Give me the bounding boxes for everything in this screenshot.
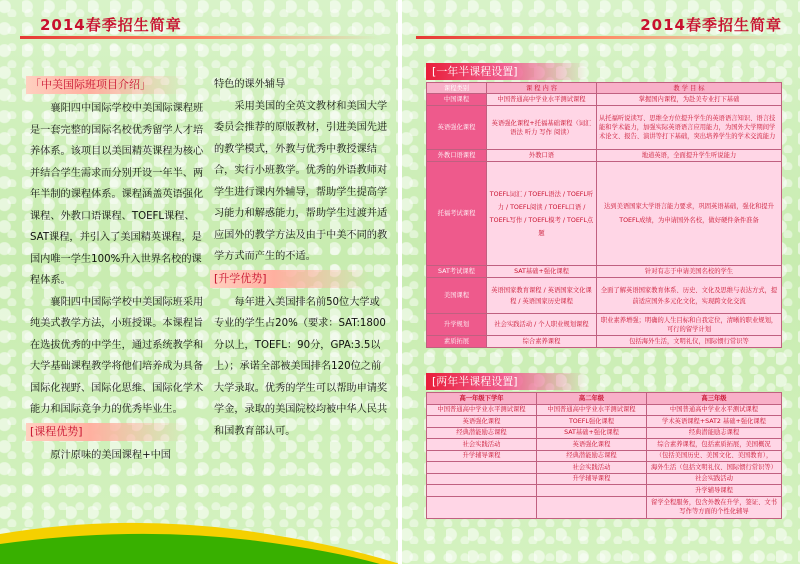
table-cell: 经典潜能励志课程: [537, 450, 647, 462]
header-goal: 教 学 目 标: [597, 83, 782, 94]
table-row: [427, 427, 782, 439]
row-goal: 全面了解英语国家教育体系、历史、文化及思维与表达方式，提前适应国外多元化文化，实现跨文化交流: [597, 278, 782, 314]
table-cell: [537, 485, 647, 497]
table-row: [427, 473, 782, 485]
table-cell: 经典潜能励志课程: [427, 427, 537, 439]
row-category: 托福考试课程: [427, 162, 487, 266]
row-category: 升学规划: [427, 314, 487, 336]
two-year-half-table: [426, 392, 782, 519]
section-title-intro: 「中美国际班项目介绍」: [26, 76, 186, 94]
table-row: [427, 150, 782, 162]
row-content: 英语强化课程+托福基础课程（词汇 语法 听力 写作 阅读）: [487, 106, 597, 150]
table-cell: 社会实践活动: [537, 462, 647, 474]
table-row: [427, 439, 782, 451]
course-paragraph-cont: 特色的课外辅导: [214, 79, 286, 90]
table-cell: （包括美国历史、美国文化、美国教育），: [647, 450, 782, 462]
table-header-row: [427, 83, 782, 94]
table-row: [427, 106, 782, 150]
left-column-2: [214, 74, 388, 442]
header-rule-left: [20, 36, 380, 39]
table-cell: 综合素养课程，包括素质拓展，美国概况: [647, 439, 782, 451]
page-title-left: 2014春季招生简章: [40, 16, 182, 34]
table-row: [427, 485, 782, 497]
header-content: 课 程 内 容: [487, 83, 597, 94]
table-cell: [427, 462, 537, 474]
table-row: [427, 416, 782, 428]
table-cell: 社会实践活动: [427, 439, 537, 451]
one-year-half-table: [426, 82, 782, 348]
row-content: TOEFL词汇 / TOEFL语法 / TOEFL听力 / TOEFL阅读 / TOEFL口语 / TOEFL写作 / TOEFL模考 / TOEFL点题: [487, 162, 597, 266]
row-category: 中国课程: [427, 94, 487, 106]
table-cell: 经典潜能励志课程: [647, 427, 782, 439]
table-row: [427, 496, 782, 518]
header-grade-1: 高一年级下学年: [427, 393, 537, 405]
table-cell: 社会实践活动: [647, 473, 782, 485]
row-goal: 掌握国内课程，为赴美专业打下基础: [597, 94, 782, 106]
row-content: 综合素养课程: [487, 336, 597, 348]
table-header-row: [427, 393, 782, 405]
header-grade-2: 高二年级: [537, 393, 647, 405]
row-goal: 针对有志于申请美国名校的学生: [597, 266, 782, 278]
table-row: [427, 162, 782, 266]
row-category: 外教口语课程: [427, 150, 487, 162]
table-cell: SAT基础+强化课程: [537, 427, 647, 439]
row-goal: 包括海外生活，文明礼仪，国际惯行常识等: [597, 336, 782, 348]
header-grade-3: 高三年级: [647, 393, 782, 405]
table-cell: 中国普通高中学业水平测试课程: [427, 404, 537, 416]
intro-paragraph: 襄阳四中国际学校中美国际课程班是一套完整的国际名校优秀留学人才培养体系。该项目以美国精英课程为核心并结合学生需求而分别开设一年半、两年半制的课程体系。课程涵盖英语强化课程、外教口语课程、TOEFL课程、SAT课程，并引入了美国精英课程，是国内唯一学生100%升入世界名校的课程体系。: [30, 103, 204, 286]
row-content: 社会实践活动 / 个人职业规划课程: [487, 314, 597, 336]
table-cell: [427, 473, 537, 485]
table-row: [427, 404, 782, 416]
section-title-one-year-half: [一年半课程设置]: [426, 63, 586, 80]
table-cell: [537, 496, 647, 518]
table-cell: 留学全程服务，包含外教在升学，签证、文书写作等方面的个性化辅导: [647, 496, 782, 518]
row-content: SAT基础+强化课程: [487, 266, 597, 278]
decorative-wave: [0, 504, 398, 564]
table-row: [427, 314, 782, 336]
table-row: [427, 336, 782, 348]
table-row: [427, 266, 782, 278]
table-cell: [427, 496, 537, 518]
table-cell: 中国普通高中学业水平测试课程: [537, 404, 647, 416]
materials-paragraph: 采用美国的全英文教材和美国大学委员会推荐的原版教材，引进美国先进的教学模式，外教与优秀中教授课结合，实行小班教学。优秀的外语教师对学生进行课内外辅导，帮助学生提高学习能力和解惑能力，帮助学生过渡并适应国外的教学方法及由于中美不同的教学方式而产生的不适。: [214, 100, 388, 262]
table-row: [427, 94, 782, 106]
table-cell: 升学辅导课程: [427, 450, 537, 462]
row-goal: 达到美语国家大学语言能力要求，巩固英语基础，强化和提升TOEFL成绩，为申请国外名校，做好硬件条件准备: [597, 162, 782, 266]
section-title-two-year-half: [两年半课程设置]: [426, 373, 586, 390]
row-category: SAT考试课程: [427, 266, 487, 278]
row-category: 素质拓展: [427, 336, 487, 348]
table-cell: [427, 485, 537, 497]
left-column-1: [30, 74, 206, 466]
row-goal: 从托福听说读写、思维全方位提升学生的英语语言知识、语言技能和学术能力，加强实际英语语言应用能力，为国外大学期间学术论文、报告、演讲等打下基础，突出培养学生的学术交流能力: [597, 106, 782, 150]
section-title-admission: [升学优势]: [210, 270, 370, 288]
table-cell: 中国普通高中学业水平测试课程: [647, 404, 782, 416]
table-cell: 英语强化课程: [537, 439, 647, 451]
table-row: [427, 278, 782, 314]
table-cell: 升学辅导课程: [537, 473, 647, 485]
row-content: 中国普通高中学业水平测试课程: [487, 94, 597, 106]
table-row: [427, 450, 782, 462]
table-cell: 学术英语课程+SAT2 基础+强化课程: [647, 416, 782, 428]
row-content: 外教口语: [487, 150, 597, 162]
teaching-paragraph: 襄阳四中国际学校中美国际班采用纯美式教学方法，小班授课。本课程旨在选拔优秀的中学生，通过系统教学和大学基础课程教学将他们培养成为具备国际化视野、国际化思维、国际化学术能力和国际竞争力的优秀毕业生。: [30, 296, 204, 415]
row-content: 英语国家教育课程 / 英语国家文化课程 / 英语国家历史课程: [487, 278, 597, 314]
table-row: [427, 462, 782, 474]
right-page: [402, 0, 800, 564]
row-category: 美国课程: [427, 278, 487, 314]
section-title-course: [课程优势]: [26, 423, 186, 441]
admission-paragraph: 每年进入美国排名前50位大学或专业的学生占20%（要求：SAT:1800分以上，TOEFL：90分，GPA:3.5以上）；承诺全部被美国排名120位之前大学录取。优秀的学生可以帮助申请奖学金，录取的美国院校均被中华人民共和国教育部认可。: [214, 296, 388, 437]
header-category: 课程类别: [427, 83, 487, 94]
table-cell: 升学辅导课程: [647, 485, 782, 497]
table-cell: TOEFL强化课程: [537, 416, 647, 428]
left-page: [0, 0, 398, 564]
course-paragraph-start: 原汁原味的美国课程+中国: [50, 449, 171, 461]
row-goal: 地道英语，全面提升学生听说能力: [597, 150, 782, 162]
page-title-right: 2014春季招生简章: [640, 16, 782, 34]
table-cell: 英语强化课程: [427, 416, 537, 428]
table-cell: 海外生活（包括文明礼仪、国际惯行常识等）: [647, 462, 782, 474]
header-rule-right: [416, 36, 786, 39]
row-goal: 职业素养增强；明确的人生目标和自我定位，清晰的职业规划，可行的留学计划: [597, 314, 782, 336]
row-category: 英语强化课程: [427, 106, 487, 150]
